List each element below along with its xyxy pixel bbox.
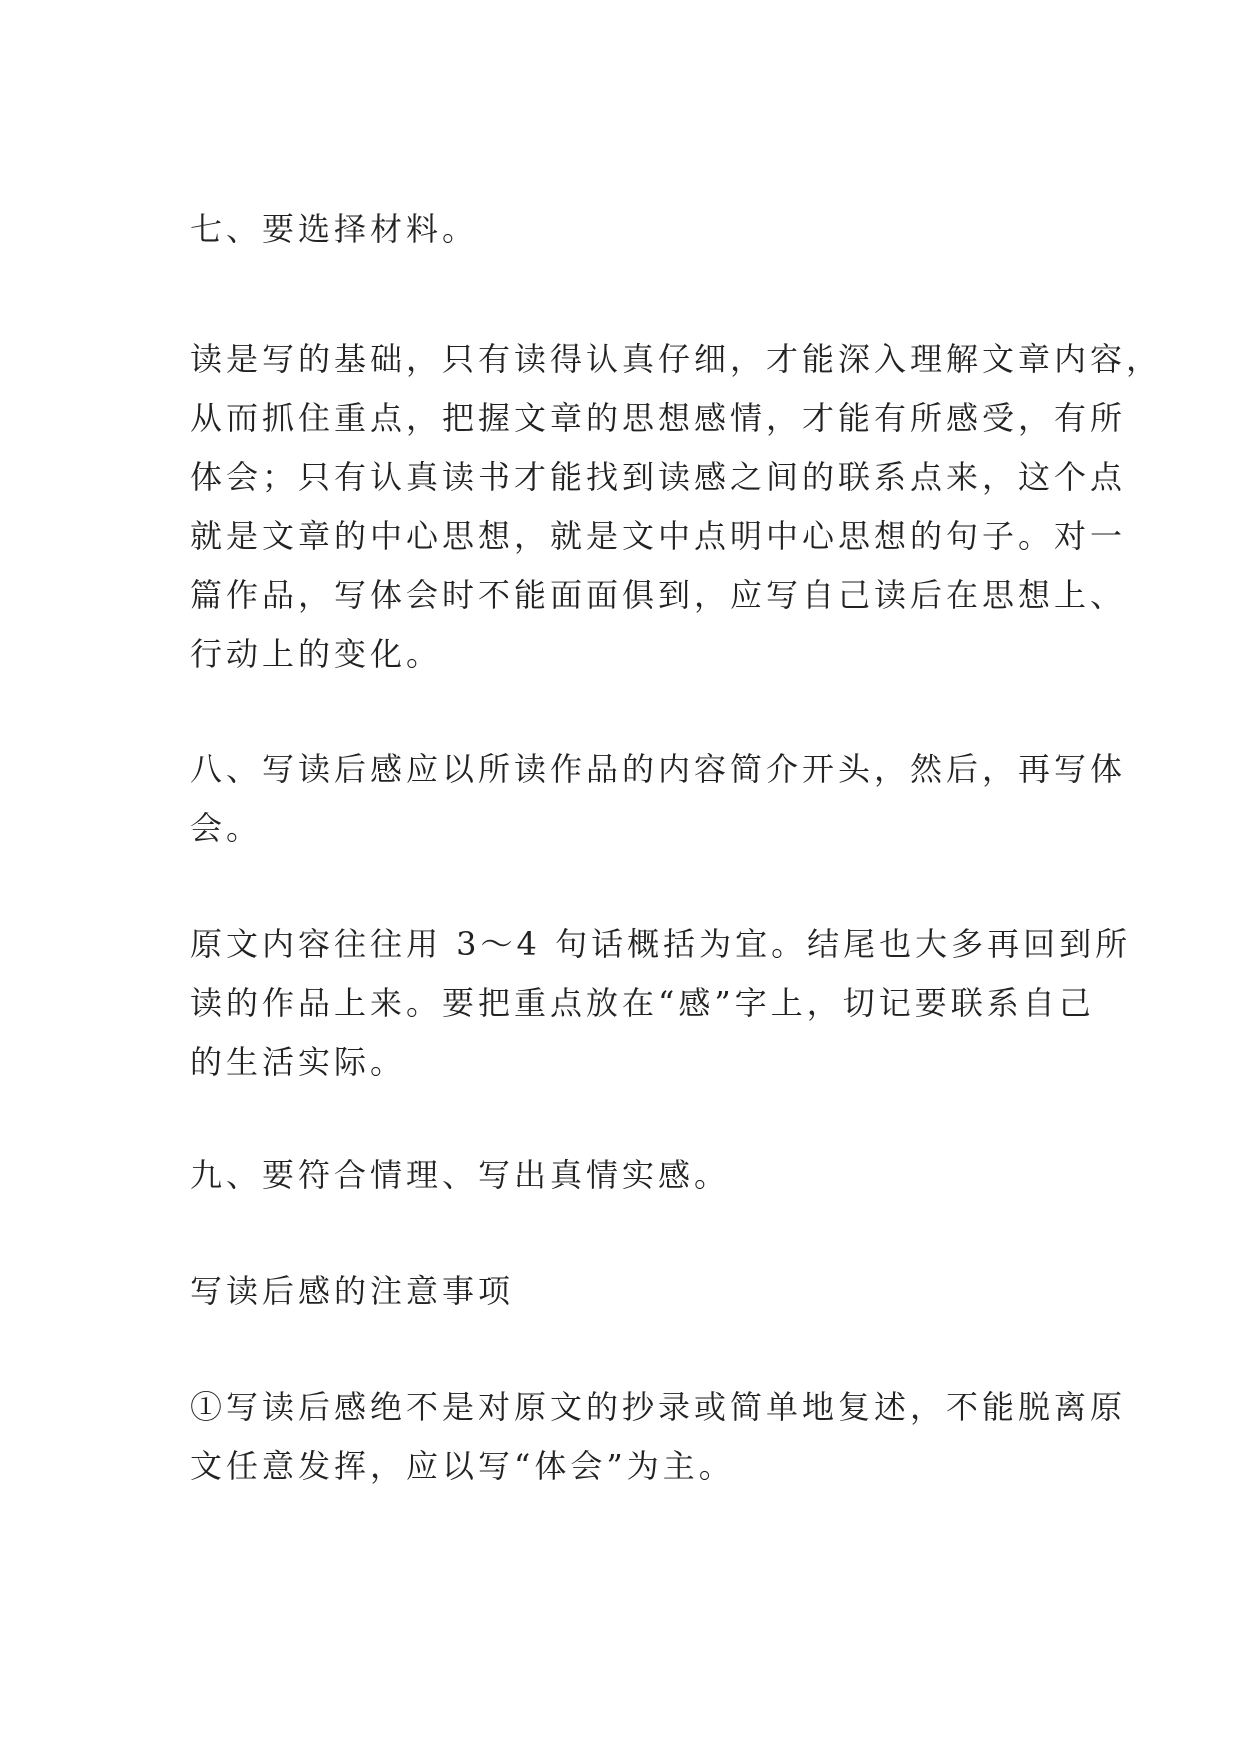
paragraph-section-7-heading — [190, 200, 1070, 259]
text-line: 会。 — [190, 809, 263, 847]
text-line: 篇作品，写体会时不能面面俱到，应写自己读后在思想上、 — [190, 576, 1127, 614]
paragraph-summary-guideline — [190, 915, 1132, 1092]
paragraph-reading-basis — [190, 330, 1163, 684]
text-line: 就是文章的中心思想，就是文中点明中心思想的句子。对一 — [190, 517, 1127, 555]
text-line: 原文内容往往用 3～4 句话概括为宜。结尾也大多再回到所 — [190, 925, 1132, 963]
text-line: 从而抓住重点，把握文章的思想感情，才能有所感受，有所 — [190, 399, 1127, 437]
text-line: 九、要符合情理、写出真情实感。 — [190, 1156, 731, 1194]
text-line: 行动上的变化。 — [190, 635, 443, 673]
text-line: 读的作品上来。要把重点放在“感”字上，切记要联系自己 — [190, 984, 1095, 1022]
paragraph-notes-heading — [190, 1262, 1070, 1321]
paragraph-note-1 — [190, 1378, 1127, 1496]
text-line: 七、要选择材料。 — [190, 210, 479, 248]
text-line: 写读后感的注意事项 — [190, 1272, 515, 1310]
text-line: 文任意发挥，应以写“体会”为主。 — [190, 1447, 735, 1485]
text-line: 八、写读后感应以所读作品的内容简介开头，然后，再写体 — [190, 750, 1127, 788]
text-line: 读是写的基础，只有读得认真仔细，才能深入理解文章内容， — [190, 340, 1163, 378]
paragraph-section-8-heading — [190, 740, 1127, 858]
text-line: ①写读后感绝不是对原文的抄录或简单地复述，不能脱离原 — [190, 1388, 1127, 1426]
paragraph-section-9-heading — [190, 1146, 1070, 1205]
text-line: 体会；只有认真读书才能找到读感之间的联系点来，这个点 — [190, 458, 1127, 496]
text-line: 的生活实际。 — [190, 1043, 407, 1081]
